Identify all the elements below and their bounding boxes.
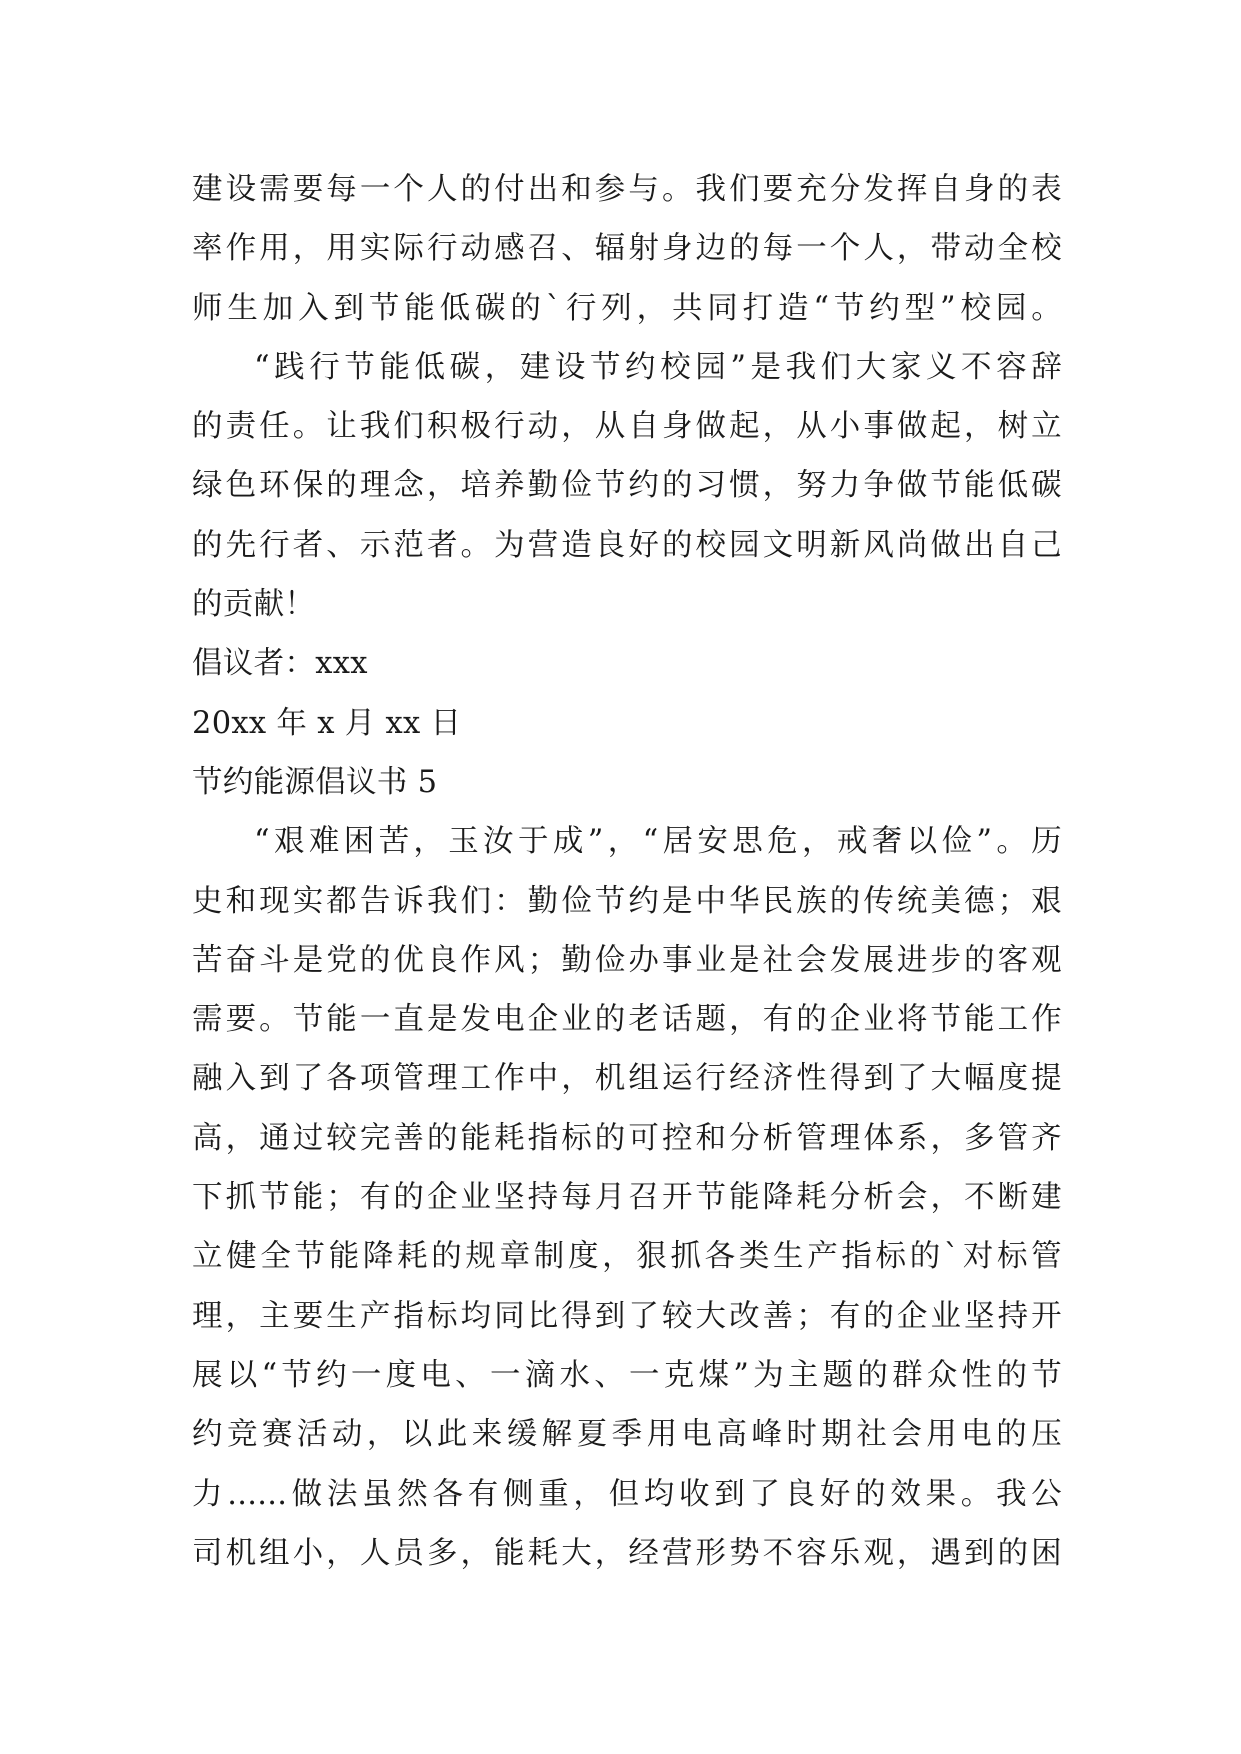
text-line: 的贡献！ bbox=[192, 587, 316, 623]
signer-line: 倡议者：xxx bbox=[192, 646, 368, 682]
text-line: 下抓节能；有的企业坚持每月召开节能降耗分析会，不断建 bbox=[192, 1180, 1062, 1216]
text-line: 苦奋斗是党的优良作风；勤俭办事业是社会发展进步的客观 bbox=[192, 942, 1062, 978]
text-line: “艰难困苦，玉汝于成”，“居安思危，戒奢以俭”。历 bbox=[254, 824, 1062, 860]
text-line: 需要。节能一直是发电企业的老话题，有的企业将节能工作 bbox=[192, 1002, 1062, 1038]
document-body bbox=[192, 160, 1062, 1583]
text-line: 力......做法虽然各有侧重，但均收到了良好的效果。我公 bbox=[192, 1476, 1062, 1512]
text-line: 融入到了各项管理工作中，机组运行经济性得到了大幅度提 bbox=[192, 1061, 1062, 1097]
text-line: 高，通过较完善的能耗指标的可控和分析管理体系，多管齐 bbox=[192, 1120, 1062, 1156]
date-line: 20xx 年 x 月 xx 日 bbox=[192, 705, 462, 741]
text-line: 司机组小，人员多，能耗大，经营形势不容乐观，遇到的困 bbox=[192, 1535, 1062, 1571]
text-line: 的先行者、示范者。为营造良好的校园文明新风尚做出自己 bbox=[192, 527, 1062, 563]
text-line: 展以“节约一度电、一滴水、一克煤”为主题的群众性的节 bbox=[192, 1357, 1062, 1393]
text-line: 约竞赛活动，以此来缓解夏季用电高峰时期社会用电的压 bbox=[192, 1417, 1062, 1453]
text-line: 立健全节能降耗的规章制度，狠抓各类生产指标的`对标管 bbox=[192, 1239, 1062, 1275]
section-title: 节约能源倡议书 5 bbox=[192, 764, 438, 800]
text-line: 史和现实都告诉我们：勤俭节约是中华民族的传统美德；艰 bbox=[192, 883, 1062, 919]
text-line: 师生加入到节能低碳的`行列，共同打造“节约型”校园。 bbox=[192, 290, 1062, 326]
text-line: “践行节能低碳，建设节约校园”是我们大家义不容辞 bbox=[254, 349, 1062, 385]
text-line: 建设需要每一个人的付出和参与。我们要充分发挥自身的表 bbox=[192, 172, 1062, 207]
text-line: 率作用，用实际行动感召、辐射身边的每一个人，带动全校 bbox=[192, 231, 1062, 267]
text-line: 理，主要生产指标均同比得到了较大改善；有的企业坚持开 bbox=[192, 1298, 1062, 1334]
text-line: 绿色环保的理念，培养勤俭节约的习惯，努力争做节能低碳 bbox=[192, 468, 1062, 504]
text-line: 的责任。让我们积极行动，从自身做起，从小事做起，树立 bbox=[192, 409, 1062, 445]
